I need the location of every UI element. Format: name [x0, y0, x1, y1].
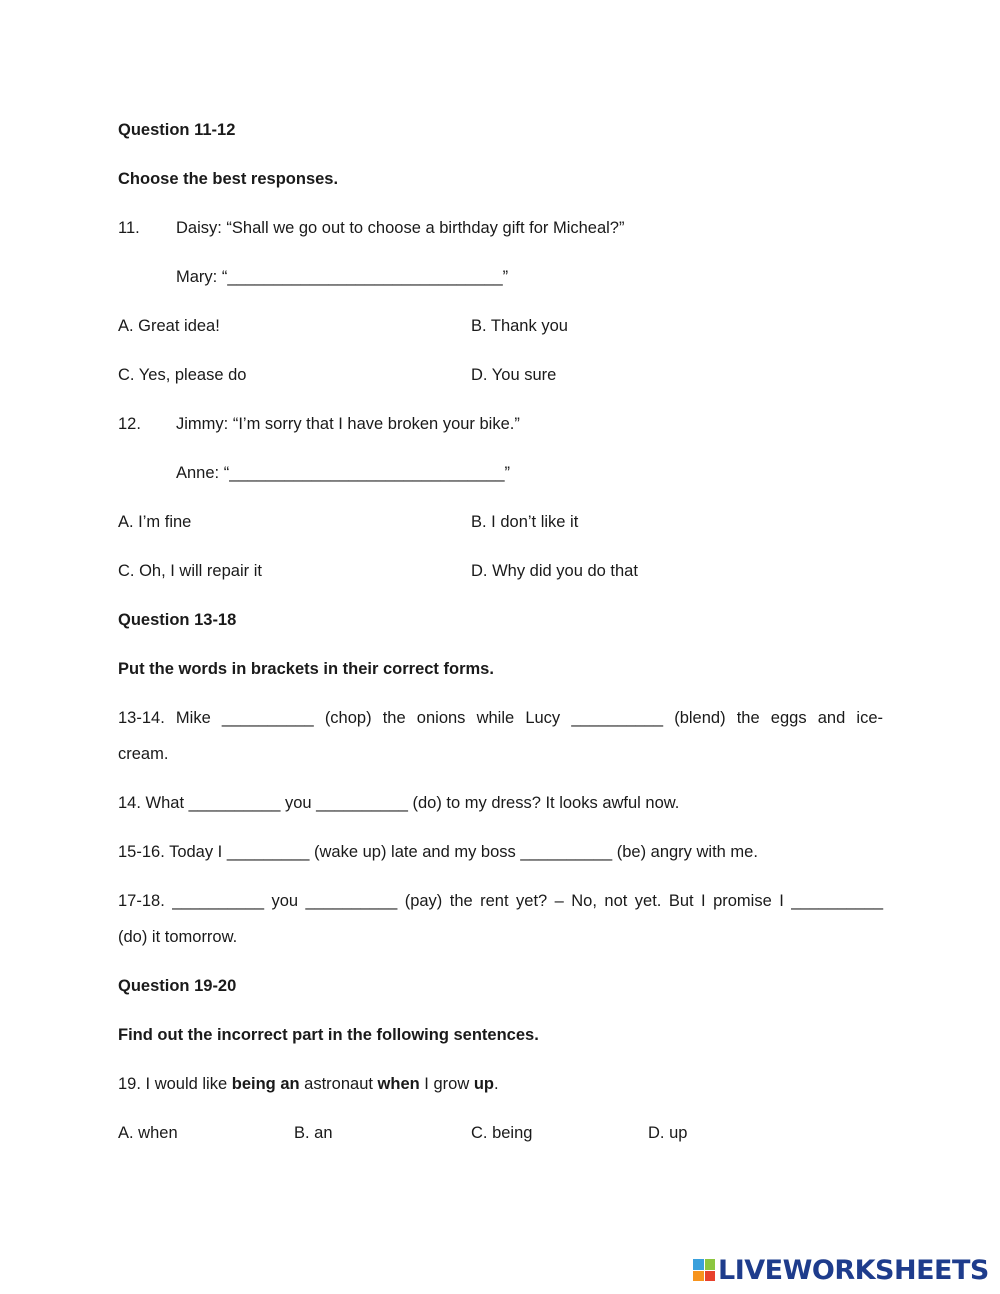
option-19-a: A. when	[118, 1124, 178, 1142]
liveworksheets-logo	[693, 1256, 989, 1284]
q19-underlined-being-an: being an	[231, 1075, 300, 1093]
question-12	[118, 414, 520, 434]
logo-blocks-icon	[693, 1259, 715, 1281]
question-11-response: Mary: “______________________________”	[176, 268, 509, 286]
option-19-c: C. being	[471, 1124, 533, 1142]
question-17-18-line2: (do) it tomorrow.	[118, 928, 238, 946]
question-text: Jimmy: “I’m sorry that I have broken your bike.”	[176, 415, 520, 433]
option-11-b: B. Thank you	[471, 317, 568, 335]
q19-underlined-up: up	[473, 1075, 494, 1093]
option-12-b: B. I don’t like it	[471, 513, 579, 531]
question-11	[118, 218, 624, 238]
option-12-d: D. Why did you do that	[471, 562, 638, 580]
question-number: 11.	[118, 219, 140, 237]
section-title-11-12: Question 11-12	[118, 121, 236, 139]
section-title-13-18: Question 13-18	[118, 611, 237, 629]
instruction-forms: Put the words in brackets in their correct forms.	[118, 660, 494, 678]
question-17-18-line1: 17-18. __________ you __________ (pay) the rent yet? – No, not yet. But I promise I __________	[118, 892, 883, 910]
option-19-d: D. up	[648, 1124, 688, 1142]
q19-text: astronaut	[299, 1075, 378, 1093]
option-11-d: D. You sure	[471, 366, 557, 384]
logo-text: LIVEWORKSHEETS	[718, 1254, 989, 1286]
q19-text: 19. I would like	[118, 1075, 232, 1093]
question-14: 14. What __________ you __________ (do) to my dress? It looks awful now.	[118, 794, 680, 812]
question-number: 12.	[118, 415, 141, 433]
section-title-19-20: Question 19-20	[118, 977, 237, 995]
q19-underlined-when: when	[377, 1075, 420, 1093]
question-15-16: 15-16. Today I _________ (wake up) late and my boss __________ (be) angry with me.	[118, 843, 758, 861]
option-11-c: C. Yes, please do	[118, 366, 247, 384]
question-text: Daisy: “Shall we go out to choose a birthday gift for Micheal?”	[176, 219, 625, 237]
instruction-incorrect: Find out the incorrect part in the following sentences.	[118, 1026, 539, 1044]
q19-text: I grow	[419, 1075, 474, 1093]
question-12-response: Anne: “______________________________”	[176, 464, 510, 482]
option-11-a: A. Great idea!	[118, 317, 220, 335]
option-19-b: B. an	[294, 1124, 333, 1142]
question-13-14-line1: 13-14. Mike __________ (chop) the onions while Lucy __________ (blend) the eggs and ice-	[118, 709, 883, 727]
question-19	[118, 1074, 499, 1094]
option-12-a: A. I’m fine	[118, 513, 192, 531]
option-12-c: C. Oh, I will repair it	[118, 562, 262, 580]
question-13-14-line2: cream.	[118, 745, 169, 763]
q19-text: .	[494, 1075, 499, 1093]
instruction-choose: Choose the best responses.	[118, 170, 339, 188]
